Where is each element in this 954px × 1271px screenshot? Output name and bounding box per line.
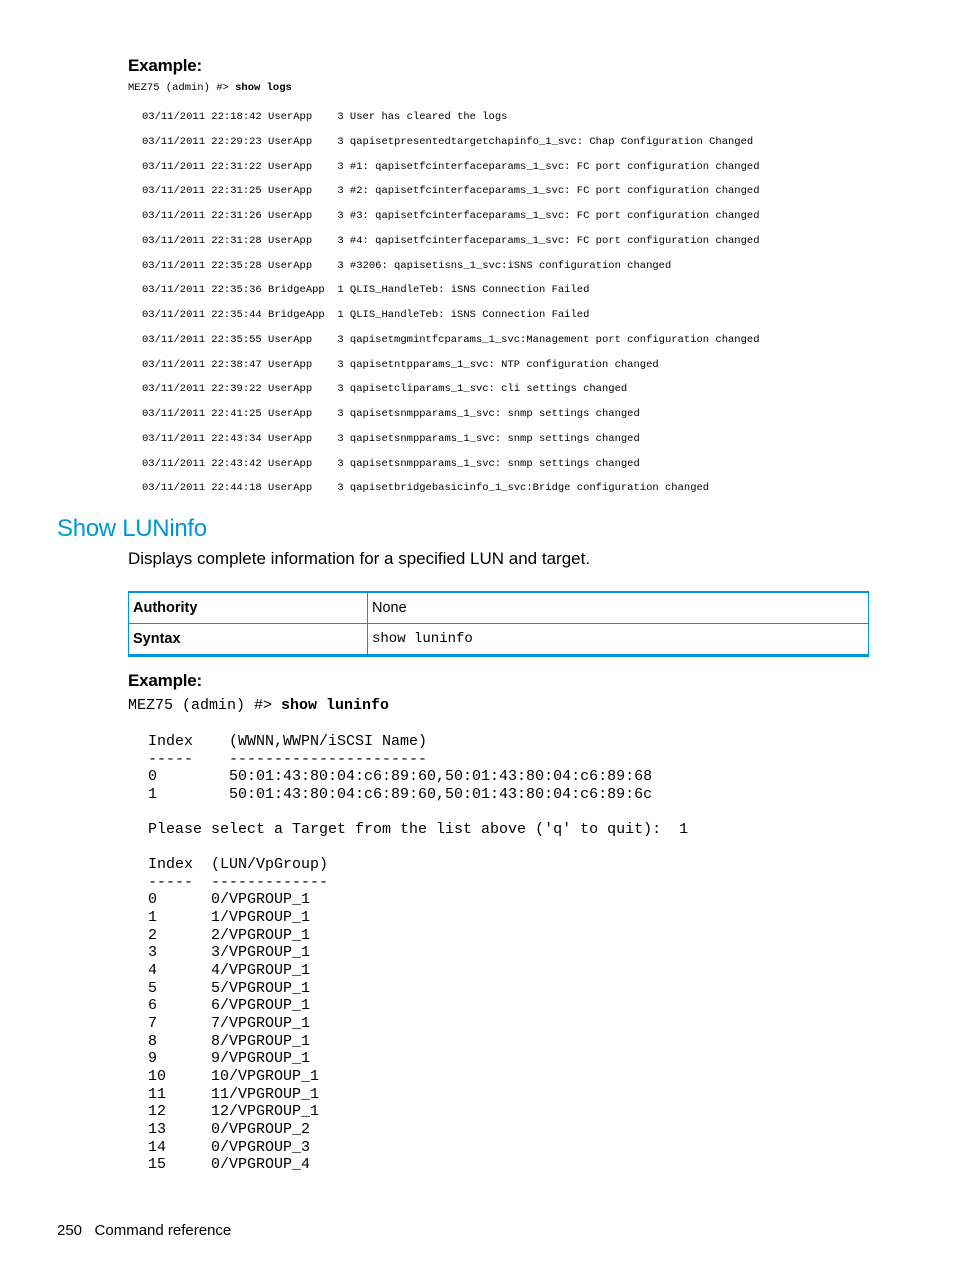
log-line: 03/11/2011 22:31:25 UserApp 3 #2: qapisetfcinterfaceparams_1_svc: FC port configuration changed: [142, 185, 760, 198]
output-line: 0 50:01:43:80:04:c6:89:60,50:01:43:80:04:c6:89:68: [148, 768, 653, 786]
footer-section-name: Command reference: [94, 1222, 232, 1239]
log-line: 03/11/2011 22:35:44 BridgeApp 1 QLIS_HandleTeb: iSNS Connection Failed: [142, 309, 590, 321]
example-heading: Example:: [128, 671, 202, 690]
output-line: 13 0/VPGROUP_2: [148, 1120, 311, 1138]
output-line: Index (LUN/VpGroup): [148, 856, 329, 873]
command: show luninfo: [281, 697, 390, 714]
log-line: 03/11/2011 22:35:28 UserApp 3 #3206: qapisetisns_1_svc:iSNS configuration changed: [142, 259, 672, 272]
log-output: [142, 105, 760, 501]
output-line: 3 3/VPGROUP_1: [148, 944, 311, 962]
command: show logs: [235, 82, 292, 94]
output-line: 0 0/VPGROUP_1: [148, 891, 311, 909]
output-line: 7 7/VPGROUP_1: [148, 1014, 311, 1032]
output-line: 10 10/VPGROUP_1: [148, 1067, 320, 1085]
prompt: MEZ75 (admin) #>: [128, 697, 282, 714]
log-line: 03/11/2011 22:35:36 BridgeApp 1 QLIS_HandleTeb: iSNS Connection Failed: [142, 284, 590, 297]
table-row-authority: [129, 593, 868, 623]
log-line: 03/11/2011 22:31:28 UserApp 3 #4: qapisetfcinterfaceparams_1_svc: FC port configuration changed: [142, 234, 760, 247]
lun-list-output: [148, 856, 328, 1174]
log-line: 03/11/2011 22:18:42 UserApp 3 User has cleared the logs: [142, 111, 508, 123]
syntax-label: Syntax: [129, 624, 368, 654]
log-line: 03/11/2011 22:31:22 UserApp 3 #1: qapisetfcinterfaceparams_1_svc: FC port configuration changed: [142, 160, 760, 173]
syntax-value: show luninfo: [372, 631, 473, 647]
section-intro: Displays complete information for a specified LUN and target.: [128, 549, 591, 568]
log-line: 03/11/2011 22:29:23 UserApp 3 qapisetpresentedtargetchapinfo_1_svc: Chap Configuration Changed: [142, 135, 754, 148]
log-line: 03/11/2011 22:41:25 UserApp 3 qapisetsnmpparams_1_svc: snmp settings changed: [142, 408, 640, 420]
page-footer: [57, 1222, 231, 1239]
output-line: 1 1/VPGROUP_1: [148, 908, 311, 926]
table-row-syntax: [129, 623, 868, 654]
output-line: Please select a Target from the list above ('q' to quit): 1: [148, 821, 689, 839]
prompt: MEZ75 (admin) #>: [128, 82, 236, 94]
command-prompt-line: [128, 82, 292, 94]
example-heading: Example:: [128, 56, 202, 75]
log-line: 03/11/2011 22:43:42 UserApp 3 qapisetsnmpparams_1_svc: snmp settings changed: [142, 457, 640, 470]
output-line: 15 0/VPGROUP_4: [148, 1156, 311, 1174]
output-line: 5 5/VPGROUP_1: [148, 979, 311, 997]
output-line: 9 9/VPGROUP_1: [148, 1050, 311, 1068]
log-line: 03/11/2011 22:43:34 UserApp 3 qapisetsnmpparams_1_svc: snmp settings changed: [142, 432, 640, 445]
page-number: 250: [57, 1222, 83, 1239]
output-line: 11 11/VPGROUP_1: [148, 1085, 320, 1103]
output-line: 4 4/VPGROUP_1: [148, 961, 311, 979]
output-line: 12 12/VPGROUP_1: [148, 1103, 320, 1121]
output-line: 14 0/VPGROUP_3: [148, 1138, 311, 1156]
output-line: Index (WWNN,WWPN/iSCSI Name): [148, 733, 428, 750]
output-line: ----- ----------------------: [148, 750, 428, 768]
command-info-table: [128, 591, 869, 657]
authority-label: Authority: [129, 593, 368, 623]
output-line: 8 8/VPGROUP_1: [148, 1032, 311, 1050]
output-line: 2 2/VPGROUP_1: [148, 926, 311, 944]
log-line: 03/11/2011 22:39:22 UserApp 3 qapisetcliparams_1_svc: cli settings changed: [142, 383, 628, 396]
log-line: 03/11/2011 22:31:26 UserApp 3 #3: qapisetfcinterfaceparams_1_svc: FC port configuration changed: [142, 210, 760, 222]
output-line: 6 6/VPGROUP_1: [148, 997, 311, 1015]
log-line: 03/11/2011 22:35:55 UserApp 3 qapisetmgmintfcparams_1_svc:Management port configuration changed: [142, 333, 760, 346]
output-line: 1 50:01:43:80:04:c6:89:60,50:01:43:80:04:c6:89:6c: [148, 785, 653, 803]
log-line: 03/11/2011 22:38:47 UserApp 3 qapisetntpparams_1_svc: NTP configuration changed: [142, 358, 659, 371]
authority-value: None: [372, 600, 407, 616]
target-list-output: [148, 733, 688, 839]
command-prompt-line: [128, 697, 389, 714]
output-line: [148, 804, 688, 822]
output-line: ----- -------------: [148, 873, 329, 891]
section-title: Show LUNinfo: [57, 515, 207, 542]
log-line: 03/11/2011 22:44:18 UserApp 3 qapisetbridgebasicinfo_1_svc:Bridge configuration changed: [142, 482, 710, 495]
